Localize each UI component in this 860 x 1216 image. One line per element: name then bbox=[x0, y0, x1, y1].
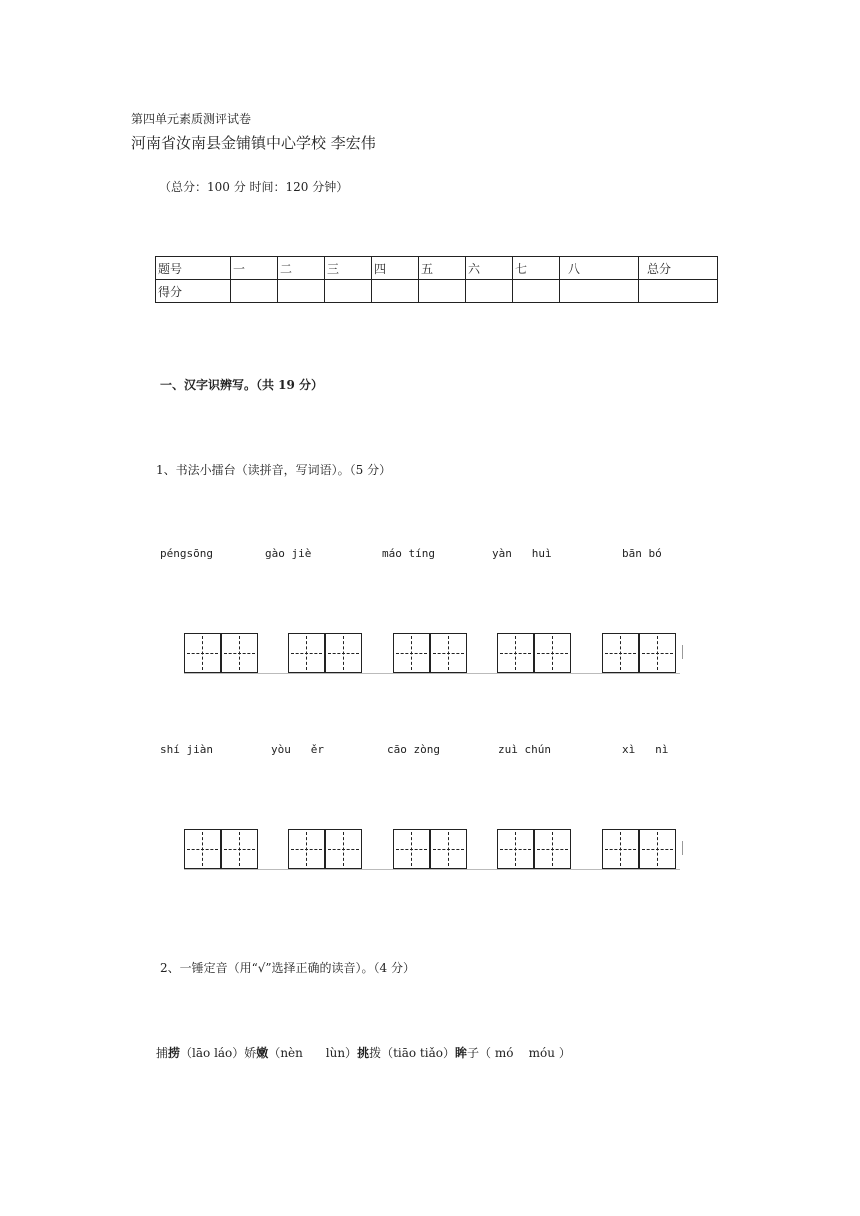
item-options[interactable]: 子（ mó móu ） bbox=[467, 1046, 571, 1060]
pinyin-label: yòu ěr bbox=[271, 743, 324, 756]
score-table bbox=[155, 256, 718, 303]
table-cell: 七 bbox=[513, 257, 560, 280]
table-cell: 八 bbox=[560, 257, 639, 280]
table-row bbox=[156, 280, 718, 303]
table-cell: 总分 bbox=[639, 257, 718, 280]
pinyin-label: zuì chún bbox=[498, 743, 551, 756]
pronunciation-items bbox=[156, 1044, 571, 1061]
pinyin-label: cāo zòng bbox=[387, 743, 440, 756]
table-cell[interactable] bbox=[231, 280, 278, 303]
item-text: 娇 bbox=[244, 1046, 257, 1060]
table-cell: 四 bbox=[372, 257, 419, 280]
item-options[interactable]: 拨（tiāo tiǎo） bbox=[369, 1046, 455, 1060]
item-target-char: 嫩 bbox=[256, 1046, 269, 1060]
table-cell: 五 bbox=[419, 257, 466, 280]
pinyin-label: yàn huì bbox=[492, 547, 552, 560]
item-target-char: 眸 bbox=[454, 1046, 467, 1060]
table-cell[interactable] bbox=[466, 280, 513, 303]
table-cell[interactable] bbox=[513, 280, 560, 303]
item-options[interactable]: （nèn lùn） bbox=[268, 1046, 358, 1060]
writing-box[interactable] bbox=[288, 829, 364, 869]
question-2-prompt: 2、一锤定音（用“√”选择正确的读音）。（4 分） bbox=[160, 961, 416, 975]
table-cell: 得分 bbox=[156, 280, 231, 303]
table-cell[interactable] bbox=[325, 280, 372, 303]
item-text: 捕 bbox=[156, 1046, 169, 1060]
writing-box[interactable] bbox=[393, 633, 469, 673]
table-cell[interactable] bbox=[278, 280, 325, 303]
writing-box[interactable] bbox=[497, 829, 573, 869]
writing-box[interactable] bbox=[184, 633, 260, 673]
pinyin-label: péngsōng bbox=[160, 547, 213, 560]
section-heading: 一、汉字识辨写。（共 19 分） bbox=[160, 378, 324, 392]
score-time-info: （总分：100 分 时间：120 分钟） bbox=[159, 180, 349, 194]
writing-box[interactable] bbox=[288, 633, 364, 673]
writing-grid-row bbox=[184, 633, 680, 673]
author-line: 河南省汝南县金铺镇中心学校 李宏伟 bbox=[131, 134, 376, 152]
exam-title: 第四单元素质测评试卷 bbox=[131, 112, 252, 126]
writing-box[interactable] bbox=[393, 829, 469, 869]
table-cell[interactable] bbox=[419, 280, 466, 303]
pinyin-label: xì nì bbox=[622, 743, 669, 756]
writing-box[interactable] bbox=[602, 633, 678, 673]
writing-box[interactable] bbox=[497, 633, 573, 673]
table-cell[interactable] bbox=[639, 280, 718, 303]
pinyin-label: máo tíng bbox=[382, 547, 435, 560]
table-cell: 题号 bbox=[156, 257, 231, 280]
writing-grid-row bbox=[184, 829, 680, 869]
table-cell[interactable] bbox=[560, 280, 639, 303]
pinyin-label: shí jiàn bbox=[160, 743, 213, 756]
question-1-prompt: 1、书法小擂台（读拼音，写词语）。（5 分） bbox=[156, 463, 392, 477]
item-options[interactable]: （lāo láo） bbox=[180, 1046, 245, 1060]
writing-box[interactable] bbox=[602, 829, 678, 869]
table-cell: 一 bbox=[231, 257, 278, 280]
table-cell: 六 bbox=[466, 257, 513, 280]
pinyin-label: gào jiè bbox=[265, 547, 312, 560]
item-target-char: 捞 bbox=[168, 1046, 181, 1060]
item-target-char: 挑 bbox=[357, 1046, 370, 1060]
pinyin-label: bān bó bbox=[622, 547, 662, 560]
table-row bbox=[156, 257, 718, 280]
table-cell[interactable] bbox=[372, 280, 419, 303]
writing-box[interactable] bbox=[184, 829, 260, 869]
table-cell: 三 bbox=[325, 257, 372, 280]
table-cell: 二 bbox=[278, 257, 325, 280]
